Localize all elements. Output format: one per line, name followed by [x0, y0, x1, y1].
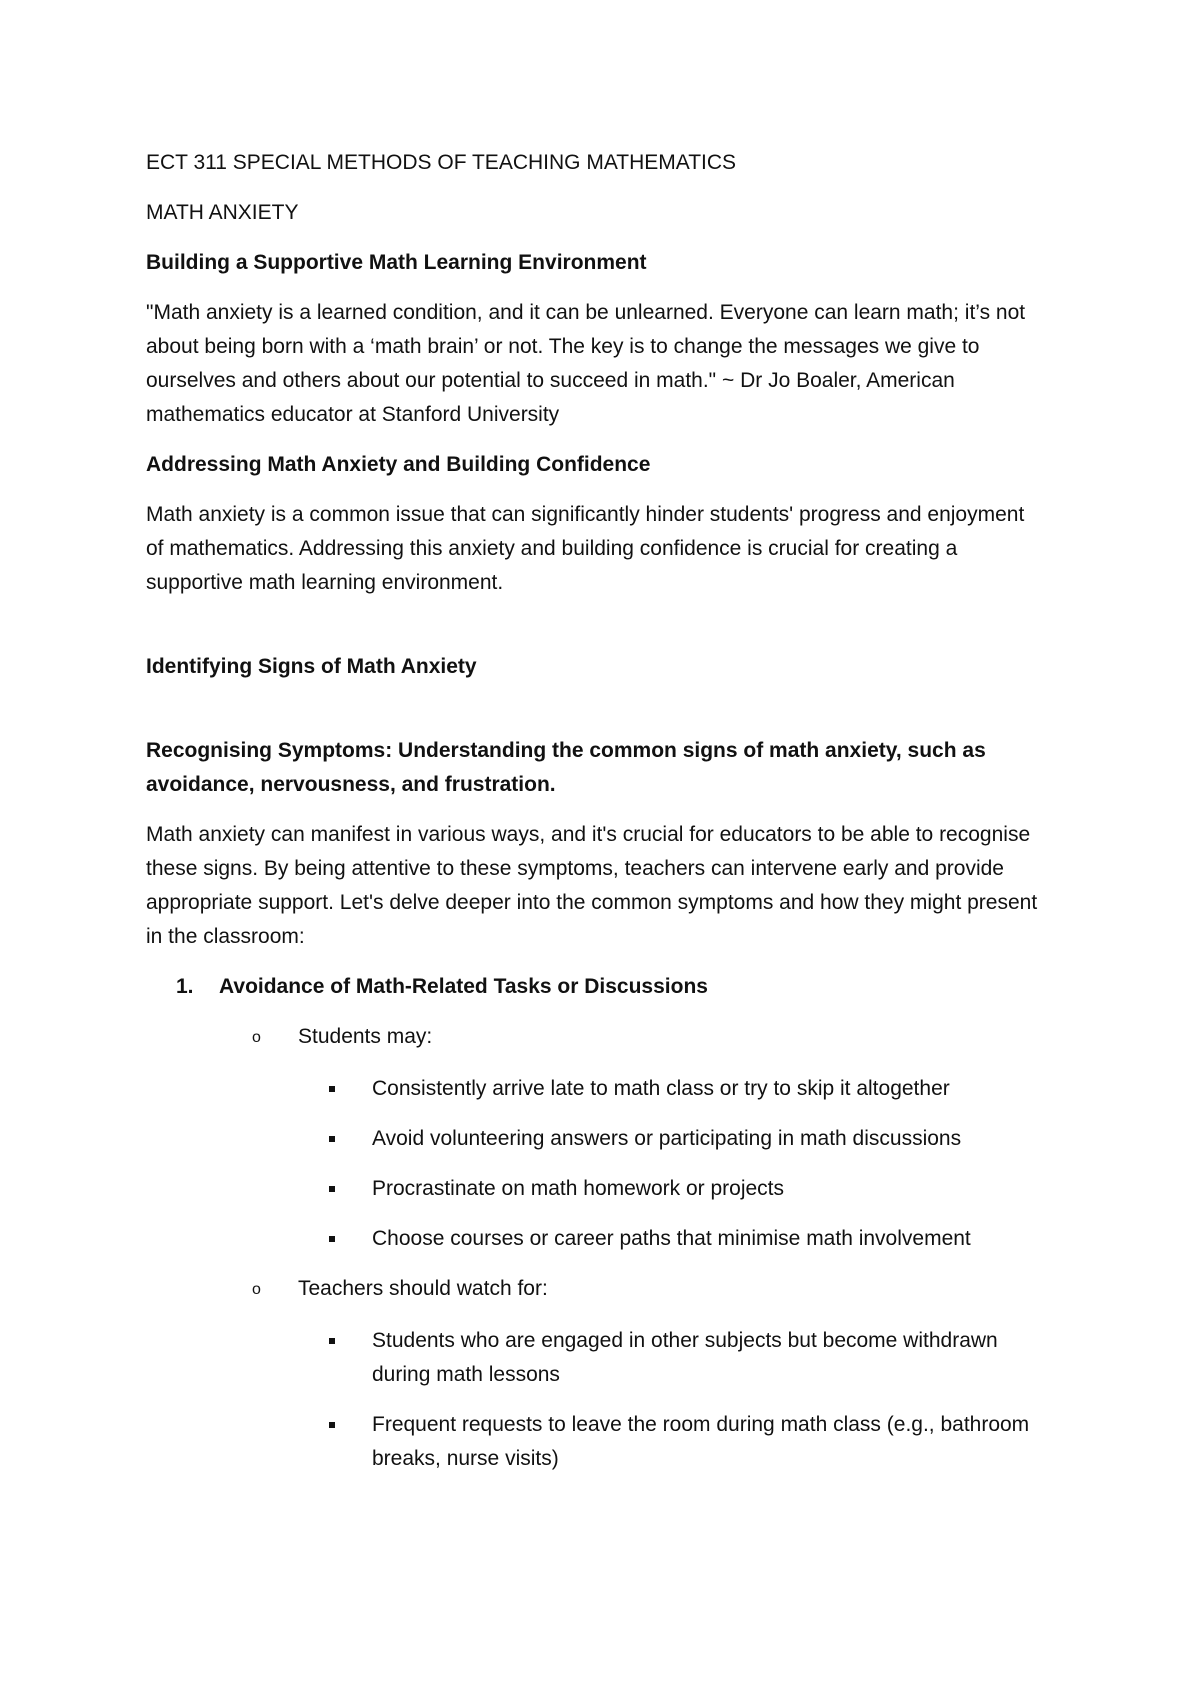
bullet-text: Procrastinate on math homework or projects — [372, 1177, 785, 1200]
bullet-list-item — [326, 1408, 1046, 1476]
square-bullet-icon — [326, 1172, 372, 1206]
students-label: Students may: — [298, 1025, 433, 1048]
sub-list-item-teachers — [252, 1272, 1046, 1308]
section-heading-recognising-symptoms: Recognising Symptoms: Understanding the common signs of math anxiety, such as avoidance, nervousness, and frustration. — [146, 739, 986, 796]
section-heading-supportive-environment: Building a Supportive Math Learning Environment — [146, 251, 647, 274]
sub-list-item-students — [252, 1020, 1046, 1056]
numbered-list-item — [176, 970, 1046, 1004]
teachers-label: Teachers should watch for: — [298, 1277, 548, 1300]
square-bullet-icon — [326, 1324, 372, 1392]
document-content — [146, 146, 1046, 1492]
square-bullet-icon — [326, 1408, 372, 1476]
bullet-text: Choose courses or career paths that minimise math involvement — [372, 1227, 971, 1250]
square-bullet-icon — [326, 1122, 372, 1156]
square-bullet-icon — [326, 1072, 372, 1106]
bullet-list-item — [326, 1122, 1046, 1156]
circle-bullet-icon: o — [252, 1281, 261, 1298]
circle-bullet-icon: o — [252, 1029, 261, 1046]
bullet-text: Frequent requests to leave the room during math class (e.g., bathroom breaks, nurse visits) — [372, 1413, 1030, 1470]
bullet-list-item — [326, 1324, 1046, 1392]
course-title: ECT 311 SPECIAL METHODS OF TEACHING MATHEMATICS — [146, 151, 737, 174]
boaler-quote: "Math anxiety is a learned condition, and it can be unlearned. Everyone can learn math; it’s not about being born with a ‘math brain’ or not. The key is to change the messages we give to ourselves and others about our potential to succeed in math." ~ Dr Jo Boaler, American mathematics educator at Stanford University — [146, 301, 1026, 426]
bullet-list-item — [326, 1222, 1046, 1256]
section-heading-addressing-anxiety: Addressing Math Anxiety and Building Confidence — [146, 453, 651, 476]
section-heading-identifying-signs: Identifying Signs of Math Anxiety — [146, 655, 477, 678]
bullet-text: Consistently arrive late to math class or try to skip it altogether — [372, 1077, 950, 1100]
topic-title: MATH ANXIETY — [146, 201, 299, 224]
square-bullet-icon — [326, 1222, 372, 1256]
bullet-list-item — [326, 1172, 1046, 1206]
list-number: 1. — [176, 975, 194, 998]
bullet-list-item — [326, 1072, 1046, 1106]
list-item-title: Avoidance of Math-Related Tasks or Discussions — [219, 975, 708, 998]
addressing-anxiety-paragraph: Math anxiety is a common issue that can significantly hinder students' progress and enjoyment of mathematics. Addressing this anxiety and building confidence is crucial for creating a supportive math learning environment. — [146, 503, 1025, 594]
bullet-text: Students who are engaged in other subjects but become withdrawn during math lessons — [372, 1329, 998, 1386]
bullet-text: Avoid volunteering answers or participating in math discussions — [372, 1127, 962, 1150]
recognising-symptoms-paragraph: Math anxiety can manifest in various ways, and it's crucial for educators to be able to recognise these signs. By being attentive to these symptoms, teachers can intervene early and provide appropriate support. Let's delve deeper into the common symptoms and how they might present in the classroom: — [146, 823, 1038, 948]
